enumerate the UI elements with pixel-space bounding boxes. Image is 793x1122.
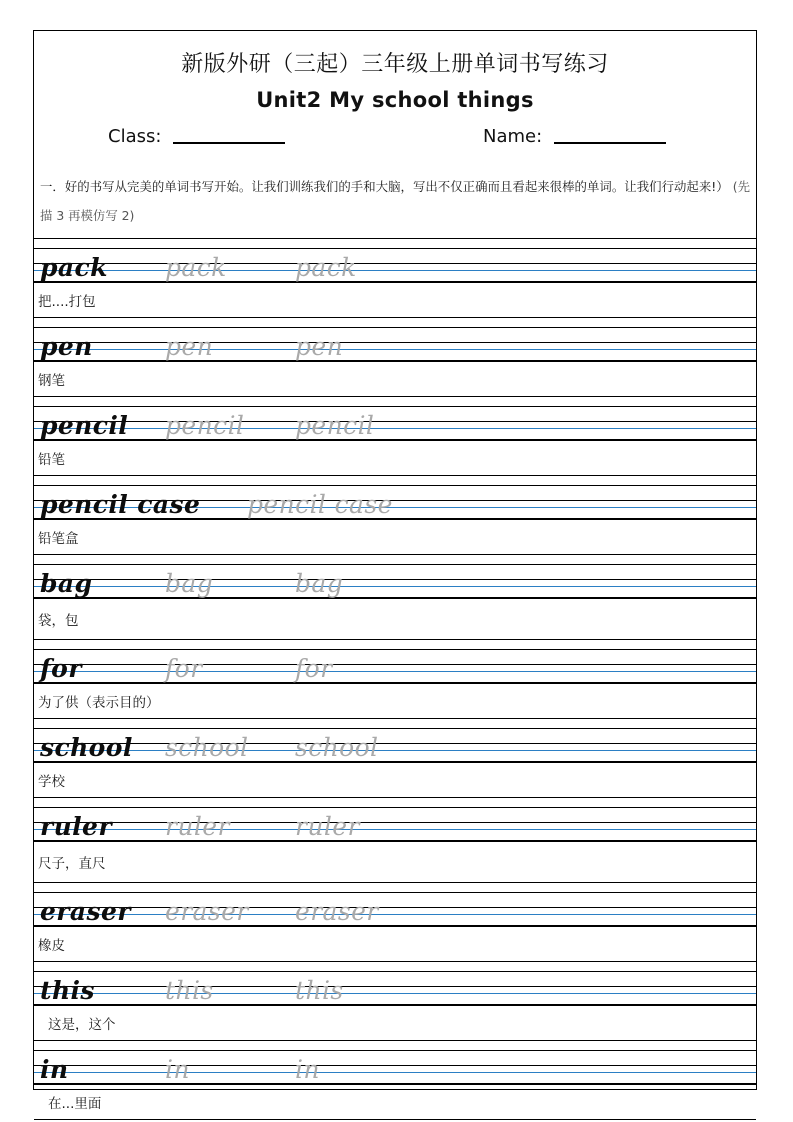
word-trace-copy-1: bag xyxy=(165,569,214,599)
word-model-in: in xyxy=(40,1055,69,1085)
handwriting-guide-lines xyxy=(34,239,756,282)
guide-rule-blue xyxy=(34,914,756,915)
guide-rule-blue xyxy=(34,1072,756,1073)
guide-rule-top xyxy=(34,327,756,328)
word-trace-copy-2: ruler xyxy=(295,812,360,842)
word-meaning: 这是，这个 xyxy=(34,1005,756,1040)
handwriting-guide-lines xyxy=(34,555,756,598)
handwriting-guide-lines xyxy=(34,1041,756,1084)
guide-rule-base xyxy=(34,281,756,282)
guide-rule-base xyxy=(34,682,756,683)
class-blank-line[interactable] xyxy=(173,142,285,144)
guide-rule-base xyxy=(34,597,756,598)
word-trace-copy-2: in xyxy=(295,1055,320,1085)
handwriting-guide-lines xyxy=(34,318,756,361)
page-title: 新版外研（三起）三年级上册单词书写练习 xyxy=(181,52,609,77)
word-practice-row xyxy=(34,239,756,318)
word-meaning: 铅笔盒 xyxy=(34,519,756,554)
handwriting-guide-lines xyxy=(34,798,756,841)
guide-rule-top xyxy=(34,971,756,972)
word-meaning: 橡皮 xyxy=(34,926,756,961)
guide-rule-blue xyxy=(34,586,756,587)
word-meaning: 铅笔 xyxy=(34,440,756,475)
word-practice-row xyxy=(34,798,756,883)
guide-rule-base xyxy=(34,360,756,361)
practice-rows xyxy=(34,238,756,1120)
student-info-bar xyxy=(34,126,756,160)
guide-rule-base xyxy=(34,1004,756,1005)
word-trace-copy-1: in xyxy=(165,1055,190,1085)
guide-rule-base xyxy=(34,840,756,841)
word-model-ruler: ruler xyxy=(40,812,112,842)
word-practice-row xyxy=(34,476,756,555)
guide-rule-mid xyxy=(34,907,756,908)
word-trace-copy-1: this xyxy=(165,976,214,1006)
guide-rule-base xyxy=(34,925,756,926)
guide-rule-mid xyxy=(34,342,756,343)
word-trace-copy-1: pencil case xyxy=(247,490,393,520)
instruction-paragraph xyxy=(40,172,750,230)
word-model-eraser: eraser xyxy=(40,897,131,927)
handwriting-guide-lines xyxy=(34,719,756,762)
instruction-text: 一．好的书写从完美的单词书写开始。让我们训练我们的手和大脑，写出不仅正确而且看起来很棒的单词。让我们行动起来!） xyxy=(40,179,729,194)
handwriting-guide-lines xyxy=(34,640,756,683)
word-practice-row xyxy=(34,640,756,719)
word-meaning: 在...里面 xyxy=(34,1084,756,1119)
guide-rule-top xyxy=(34,649,756,650)
guide-rule-mid xyxy=(34,986,756,987)
word-trace-copy-1: for xyxy=(165,654,203,684)
word-trace-copy-2: pack xyxy=(295,253,357,283)
word-model-pencil-case: pencil case xyxy=(40,490,201,520)
word-trace-copy-2: pencil xyxy=(295,411,375,441)
guide-rule-mid xyxy=(34,664,756,665)
word-trace-copy-2: bag xyxy=(295,569,344,599)
guide-rule-mid xyxy=(34,743,756,744)
word-trace-copy-2: eraser xyxy=(295,897,379,927)
name-label: Name: xyxy=(483,126,543,147)
word-practice-row xyxy=(34,883,756,962)
word-trace-copy-2: for xyxy=(295,654,333,684)
word-practice-row xyxy=(34,397,756,476)
word-trace-copy-2: this xyxy=(295,976,344,1006)
word-model-school: school xyxy=(40,733,133,763)
word-trace-copy-2: school xyxy=(295,733,379,763)
guide-rule-blue xyxy=(34,349,756,350)
word-model-bag: bag xyxy=(40,569,93,599)
word-model-pen: pen xyxy=(40,332,93,362)
guide-rule-blue xyxy=(34,270,756,271)
handwriting-guide-lines xyxy=(34,962,756,1005)
guide-rule-top xyxy=(34,406,756,407)
guide-rule-mid xyxy=(34,1065,756,1066)
word-practice-row xyxy=(34,962,756,1041)
guide-rule-blue xyxy=(34,993,756,994)
word-trace-copy-2: pen xyxy=(295,332,344,362)
guide-rule-mid xyxy=(34,421,756,422)
word-trace-copy-1: pen xyxy=(165,332,214,362)
word-practice-row xyxy=(34,1041,756,1120)
guide-rule-mid xyxy=(34,263,756,264)
guide-rule-top xyxy=(34,248,756,249)
guide-rule-top xyxy=(34,485,756,486)
word-practice-row xyxy=(34,555,756,640)
guide-rule-mid xyxy=(34,579,756,580)
class-field[interactable] xyxy=(108,126,285,147)
guide-rule-top xyxy=(34,728,756,729)
word-trace-copy-1: school xyxy=(165,733,249,763)
word-meaning: 学校 xyxy=(34,762,756,797)
word-model-pack: pack xyxy=(40,253,108,283)
guide-rule-top xyxy=(34,1050,756,1051)
word-trace-copy-1: pack xyxy=(165,253,227,283)
word-trace-copy-1: ruler xyxy=(165,812,230,842)
word-meaning: 为了供（表示目的） xyxy=(34,683,756,718)
unit-subtitle: Unit2 My school things xyxy=(256,88,534,112)
word-practice-row xyxy=(34,318,756,397)
instruction-hint: (先描 3 再模仿写 2) xyxy=(40,179,750,224)
name-blank-line[interactable] xyxy=(554,142,666,144)
handwriting-guide-lines xyxy=(34,883,756,926)
name-field[interactable] xyxy=(483,126,666,147)
word-model-this: this xyxy=(40,976,95,1006)
word-model-for: for xyxy=(40,654,82,684)
guide-rule-base xyxy=(34,439,756,440)
word-meaning: 尺子，直尺 xyxy=(34,841,756,882)
guide-rule-base xyxy=(34,761,756,762)
guide-rule-blue xyxy=(34,750,756,751)
word-practice-row xyxy=(34,719,756,798)
class-label: Class: xyxy=(108,126,162,147)
worksheet-page xyxy=(33,30,757,1113)
word-trace-copy-1: pencil xyxy=(165,411,245,441)
handwriting-guide-lines xyxy=(34,476,756,519)
word-meaning: 袋，包 xyxy=(34,598,756,639)
handwriting-guide-lines xyxy=(34,397,756,440)
guide-rule-mid xyxy=(34,822,756,823)
word-trace-copy-1: eraser xyxy=(165,897,249,927)
guide-rule-top xyxy=(34,807,756,808)
word-meaning: 钢笔 xyxy=(34,361,756,396)
guide-rule-blue xyxy=(34,829,756,830)
guide-rule-top xyxy=(34,564,756,565)
word-model-pencil: pencil xyxy=(40,411,129,441)
guide-rule-blue xyxy=(34,671,756,672)
guide-rule-base xyxy=(34,1083,756,1084)
word-meaning: 把....打包 xyxy=(34,282,756,317)
guide-rule-blue xyxy=(34,428,756,429)
guide-rule-top xyxy=(34,892,756,893)
